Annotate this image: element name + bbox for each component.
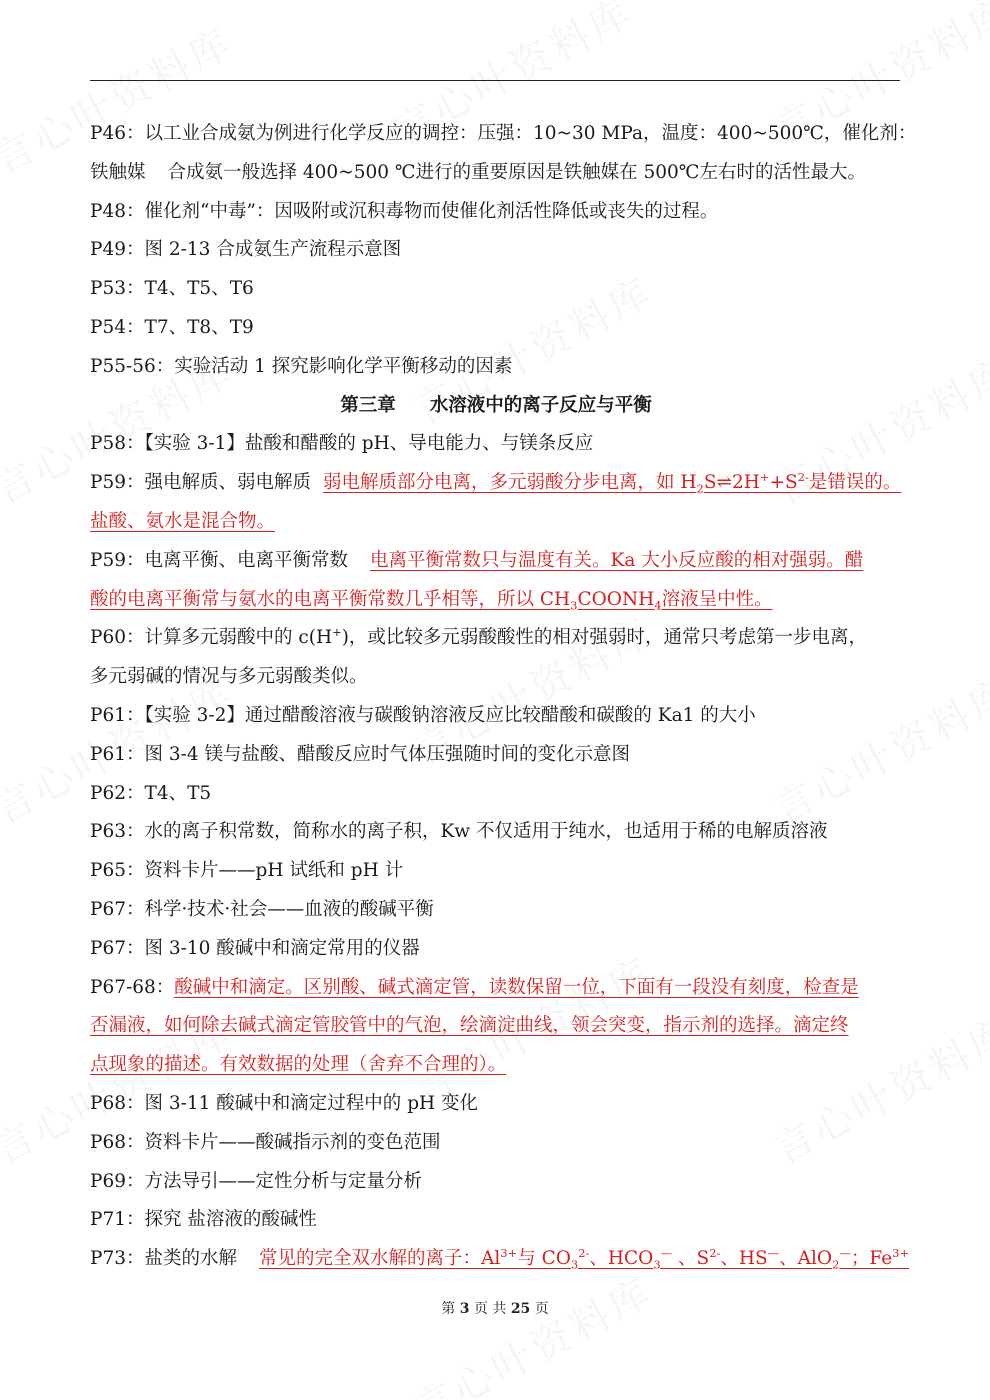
- page-number: 3: [459, 1301, 470, 1317]
- text-line: 多元弱碱的情况与多元弱酸类似。: [90, 666, 368, 688]
- text-line: P58：【实验 3-1】盐酸和醋酸的 pH、导电能力、与镁条反应: [90, 433, 594, 455]
- text-line: P61：图 3-4 镁与盐酸、醋酸反应时气体压强随时间的变化示意图: [90, 743, 631, 765]
- highlighted-note: 弱电解质部分电离，多元弱酸分步电离，如 $H_2S\rightleftharpoons 2H^++S^{2-}$是错误的。: [323, 470, 902, 496]
- text-line: [90, 1046, 902, 1085]
- text-line: P46：以工业合成氨为例进行化学反应的调控：压强：10~30 MPa，温度：400~500℃，催化剂：: [90, 123, 917, 144]
- total-pages: 25: [510, 1301, 531, 1317]
- highlighted-note: 点现象的描述。有效数据的处理（舍弃不合理的）。: [90, 1054, 507, 1076]
- text-line: P48：催化剂“中毒”：因吸附或沉积毒物而使催化剂活性降低或丧失的过程。: [90, 200, 719, 222]
- highlighted-note: 否漏液，如何除去碱式滴定管胶管中的气泡，绘滴淀曲线，领会突变，指示剂的选择。滴定终: [90, 1015, 849, 1037]
- text-fragment: P67-68：: [90, 976, 175, 998]
- text-line: P68：资料卡片——酸碱指示剂的变色范围: [90, 1131, 441, 1153]
- text-line: P54：T7、T8、T9: [90, 316, 254, 338]
- highlighted-note: 酸碱中和滴定。区别酸、碱式滴定管，读数保留一位，下面有一段没有刻度，检查是: [174, 976, 859, 998]
- text-line: P61：【实验 3-2】通过醋酸溶液与碳酸钠溶液反应比较醋酸和碳酸的 Ka1 的大小: [90, 704, 756, 726]
- page-body: [90, 115, 917, 1279]
- header-rule: [90, 80, 900, 81]
- watermark: [402, 1261, 662, 1400]
- text-line: [90, 969, 902, 1008]
- footer-text: 页 共: [473, 1301, 507, 1317]
- text-line: P67：图 3-10 酸碱中和滴定常用的仪器: [90, 937, 420, 959]
- text-fragment: P59：电离平衡、电离平衡常数: [90, 549, 348, 571]
- text-line: P69：方法导引——定性分析与定量分析: [90, 1170, 422, 1192]
- text-line: [90, 464, 902, 503]
- text-line: P65：资料卡片——pH 试纸和 pH 计: [90, 860, 404, 882]
- text-line: P60：计算多元弱酸中的 c(H+)，或比较多元弱酸酸性的相对强弱时，通常只考虑第一步电离，: [90, 625, 867, 649]
- text-line: P68：图 3-11 酸碱中和滴定过程中的 pH 变化: [90, 1092, 479, 1114]
- text-fragment: 铁触媒: [90, 161, 146, 183]
- text-line: P55-56：实验活动 1 探究影响化学平衡移动的因素: [90, 355, 513, 377]
- footer-text: 第: [441, 1301, 456, 1317]
- footer-text: 页: [534, 1301, 549, 1317]
- text-line: P63：水的离子积常数，简称水的离子积，Kw 不仅适用于纯水，也适用于稀的电解质溶液: [90, 821, 828, 843]
- chapter-title: 水溶液中的离子反应与平衡: [429, 394, 652, 416]
- text-line: P71：探究 盐溶液的酸碱性: [90, 1209, 317, 1231]
- text-fragment: P59：强电解质、弱电解质: [90, 472, 311, 494]
- text-line: [90, 503, 902, 542]
- text-fragment: 合成氨一般选择 400~500 ℃进行的重要原因是铁触媒在 500℃左右时的活性最大。: [167, 161, 866, 183]
- text-fragment: P73：盐类的水解: [90, 1248, 237, 1270]
- text-line: [90, 581, 902, 620]
- highlighted-note: 盐酸、氨水是混合物。: [90, 510, 276, 532]
- text-line: P49：图 2-13 合成氨生产流程示意图: [90, 239, 402, 261]
- text-line: P53：T4、T5、T6: [90, 278, 254, 300]
- text-line: P62：T4、T5: [90, 782, 212, 804]
- chapter-number: 第三章: [340, 394, 396, 416]
- text-line: [90, 542, 902, 581]
- chapter-heading: [90, 387, 902, 426]
- highlighted-note: 常见的完全双水解的离子：$Al^{3+}$与 $CO_3^{2-}$、$HCO_3^—$ 、$S^{2-}$、HS—、AlO$_2$—；$Fe^{3+}$: [259, 1245, 910, 1272]
- text-line: [90, 1007, 902, 1046]
- highlighted-note: 酸的电离平衡常与氨水的电离平衡常数几乎相等，所以 $CH_3COONH_4$溶液呈中性。: [90, 588, 773, 613]
- page-footer: [0, 1298, 990, 1318]
- text-line: [90, 154, 902, 193]
- highlighted-note: 电离平衡常数只与温度有关。Ka 大小反应酸的相对强弱。醋: [370, 549, 864, 571]
- text-line: [90, 1240, 910, 1279]
- text-line: P67：科学·技术·社会——血液的酸碱平衡: [90, 898, 434, 920]
